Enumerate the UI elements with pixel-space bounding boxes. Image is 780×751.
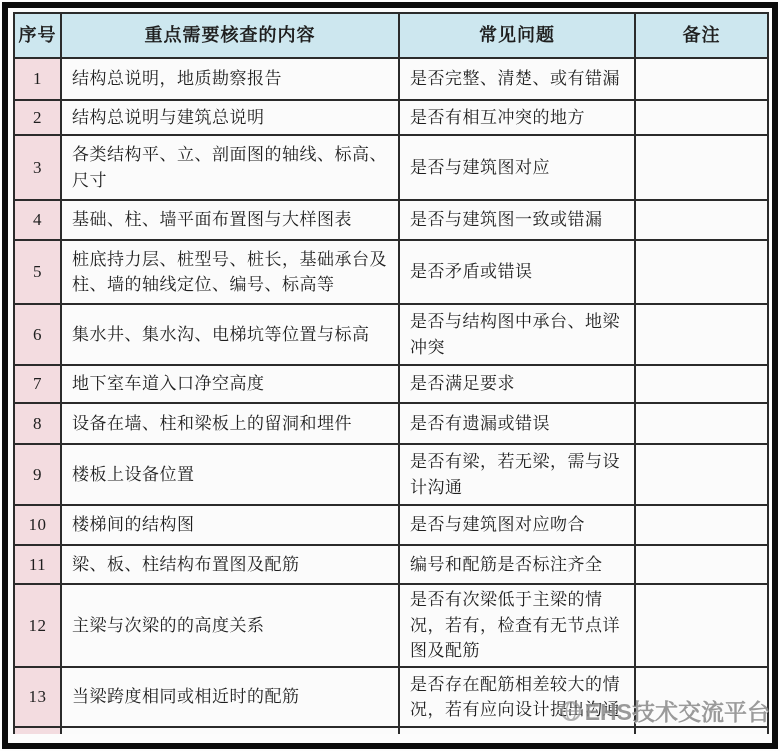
header-row (14, 13, 768, 58)
row-problem: 是否满足要求 (399, 365, 635, 403)
row-content (61, 727, 399, 734)
row-problem: 是否与建筑图一致或错漏 (399, 200, 635, 240)
row-note (635, 58, 768, 100)
row-note (635, 200, 768, 240)
row-note (635, 135, 768, 200)
table-row (14, 58, 768, 100)
table-row (14, 135, 768, 200)
row-number: 10 (14, 505, 61, 545)
row-number: 3 (14, 135, 61, 200)
row-problem: 是否与建筑图对应 (399, 135, 635, 200)
row-problem: 是否有相互冲突的地方 (399, 100, 635, 135)
row-number: 9 (14, 444, 61, 505)
row-note (635, 403, 768, 444)
header-common-problems: 常见问题 (399, 13, 635, 58)
table-row (14, 403, 768, 444)
row-number: 6 (14, 304, 61, 365)
row-number: 12 (14, 584, 61, 667)
row-number: 8 (14, 403, 61, 444)
row-content: 地下室车道入口净空高度 (61, 365, 399, 403)
header-remarks: 备注 (635, 13, 768, 58)
row-content: 楼梯间的结构图 (61, 505, 399, 545)
row-content: 结构总说明，地质勘察报告 (61, 58, 399, 100)
row-problem: 是否有次梁低于主梁的情况，若有，检查有无节点详图及配筋 (399, 584, 635, 667)
row-number (14, 727, 61, 734)
header-check-content: 重点需要核查的内容 (61, 13, 399, 58)
row-note (635, 304, 768, 365)
table-frame (2, 2, 778, 749)
row-problem: 是否与建筑图对应吻合 (399, 505, 635, 545)
row-content: 梁、板、柱结构布置图及配筋 (61, 545, 399, 584)
row-content: 桩底持力层、桩型号、桩长，基础承台及柱、墙的轴线定位、编号、标高等 (61, 240, 399, 304)
table-row (14, 444, 768, 505)
table-row (14, 545, 768, 584)
table-row (14, 584, 768, 667)
review-checklist-table (13, 12, 769, 734)
row-content: 各类结构平、立、剖面图的轴线、标高、尺寸 (61, 135, 399, 200)
watermark-text: EHS技术交流平台 (584, 699, 770, 725)
row-number: 5 (14, 240, 61, 304)
row-problem: 是否与结构图中承台、地梁冲突 (399, 304, 635, 365)
header-serial-number: 序号 (14, 13, 61, 58)
row-problem: 是否完整、清楚、或有错漏 (399, 58, 635, 100)
row-problem: 编号和配筋是否标注齐全 (399, 545, 635, 584)
row-problem (399, 727, 635, 734)
table-row (14, 667, 768, 727)
table-row (14, 505, 768, 545)
table-row (14, 200, 768, 240)
row-problem: 是否存在配筋相差较大的情况，若有应向设计提出沟通 (399, 667, 635, 727)
row-note (635, 240, 768, 304)
row-number: 4 (14, 200, 61, 240)
row-problem: 是否有遗漏或错误 (399, 403, 635, 444)
row-note (635, 727, 768, 734)
row-problem: 是否矛盾或错误 (399, 240, 635, 304)
row-content: 当梁跨度相同或相近时的配筋 (61, 667, 399, 727)
row-content: 结构总说明与建筑总说明 (61, 100, 399, 135)
table-row (14, 365, 768, 403)
row-content: 集水井、集水沟、电梯坑等位置与标高 (61, 304, 399, 365)
row-note (635, 584, 768, 667)
row-number: 2 (14, 100, 61, 135)
row-content: 基础、柱、墙平面布置图与大样图表 (61, 200, 399, 240)
row-note (635, 365, 768, 403)
table-row (14, 100, 768, 135)
row-note (635, 100, 768, 135)
row-number: 13 (14, 667, 61, 727)
table-row (14, 304, 768, 365)
table-row-partial (14, 727, 768, 734)
row-content: 设备在墙、柱和梁板上的留洞和埋件 (61, 403, 399, 444)
row-number: 1 (14, 58, 61, 100)
row-number: 7 (14, 365, 61, 403)
row-note (635, 545, 768, 584)
row-number: 11 (14, 545, 61, 584)
row-note (635, 667, 768, 727)
row-note (635, 505, 768, 545)
row-content: 主梁与次梁的的高度关系 (61, 584, 399, 667)
table-row (14, 240, 768, 304)
row-problem: 是否有梁，若无梁，需与设计沟通 (399, 444, 635, 505)
row-note (635, 444, 768, 505)
row-content: 楼板上设备位置 (61, 444, 399, 505)
